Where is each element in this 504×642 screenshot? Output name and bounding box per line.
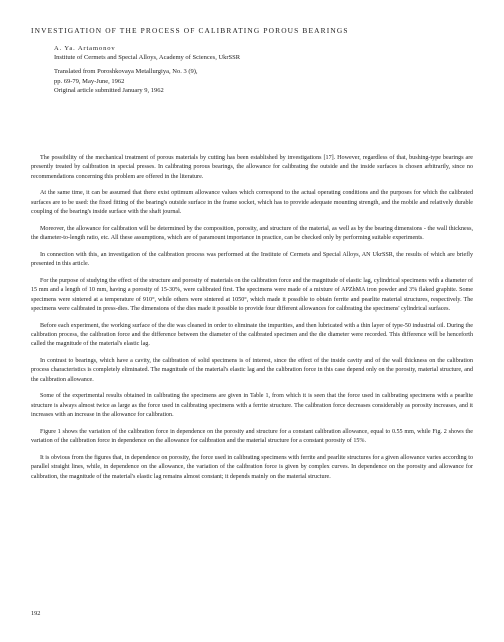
author-name: A. Ya. Artamonov bbox=[54, 45, 116, 52]
body-paragraph: For the purpose of studying the effect of the structure and porosity of materials on the calibration force and the magnitude of elastic lag, cylindrical specimens with a diameter of 15 mm and a length of 10 mm, having a porosity of 15-30%, were calibrated first. The specimens were made of a mixture of APZhMA iron powder and 3% flaked graphite. Some specimens were sintered at a temperature of 910°, while others were sintered at 1050°, which made it possible to obtain ferrite and pearlite material structures, respectively. The specimens were calibrated in press-dies. The dimensions of the dies made it possible to provide four different allowances for calibrating the specimens' cylindrical surfaces. bbox=[31, 277, 473, 313]
page-number: 192 bbox=[31, 610, 41, 617]
body-paragraph: At the same time, it can be assumed that there exist optimum allowance values which correspond to the actual operating conditions and the purposes for which the calibrated surfaces are to be used: the fixed fitting of the bearing's outside surface in the frame socket, which has to provide adequate mounting strength, and the mobile and relatively durable coupling of the bearing's inside surface with the shaft journal. bbox=[31, 190, 473, 216]
body-paragraph: The possibility of the mechanical treatment of porous materials by cutting has been established by investigations [17]. However, regardless of that, bushing-type bearings are presently treated by calibration in special presses. In calibrating porous bearings, the allowance for calibrating the outside and the inside surfaces is chosen arbitrarily, since no recommendations concerning this problem are offered in the literature. bbox=[31, 155, 473, 180]
body-paragraph: It is obvious from the figures that, in dependence on porosity, the force used in calibrating specimens with ferrite and pearlite structures for a given allowance varies according to parallel straight lines, while, in dependence on the allowance, the variation of the calibration force is given by complex curves. In dependence on the porosity and allowance for calibration, the magnitude of the material's elastic lag remains almost constant; it depends mainly on the material structure. bbox=[31, 454, 473, 480]
body-paragraph: Some of the experimental results obtained in calibrating the specimens are given in Table 1, from which it is seen that the force used in calibrating specimens with a pearlite structure is always almost twice as large as the force used in calibrating specimens with a ferrite structure. The calibration force decreases considerably as porosity increases, and it increases with an increase in the allowance for calibration. bbox=[31, 393, 473, 419]
article-title: INVESTIGATION OF THE PROCESS OF CALIBRATING POROUS BEARINGS bbox=[31, 26, 349, 35]
author-affiliation: Institute of Cermets and Special Alloys, Academy of Sciences, UkrSSR bbox=[54, 54, 241, 62]
body-paragraph: Before each experiment, the working surface of the die was cleaned in order to eliminate the impurities, and then lubricated with a thin layer of type-50 industrial oil. During the calibration process, the calibration force and the difference between the diameter of the calibrated specimen and the die diameter were recorded. This difference will be henceforth called the magnitude of the material's elastic lag. bbox=[31, 322, 473, 348]
body-paragraph: Moreover, the allowance for calibration will be determined by the composition, porosity, and structure of the material, as well as by the bearing dimensions - the wall thickness, the diameter-to-length ratio, etc. All these assumptions, which are of paramount importance in practice, can be checked only by performing suitable experiments. bbox=[31, 225, 473, 242]
body-paragraph: In connection with this, an investigation of the calibration process was performed at the Institute of Cermets and Special Alloys, AN UkrSSR, the results of which are briefly presented in this article. bbox=[31, 251, 473, 268]
body-paragraph: Figure 1 shows the variation of the calibration force in dependence on the porosity and structure for a constant calibration allowance, equal to 0.55 mm, while Fig. 2 shows the variation of the calibration force in dependence on the allowance for calibration and the material structure for a constant porosity of 15%. bbox=[31, 428, 473, 445]
article-body bbox=[31, 154, 473, 489]
byline-block bbox=[54, 44, 484, 95]
translation-source: Translated from Poroshkovaya Metallurgiya, No. 3 (9), bbox=[54, 68, 198, 76]
source-pages: pp. 69-79, May-June, 1962 bbox=[54, 77, 125, 85]
submission-date: Original article submitted January 9, 1962 bbox=[54, 86, 164, 94]
body-paragraph: In contrast to bearings, which have a cavity, the calibration of solid specimens is of interest, since the effect of the inside cavity and of the wall thickness on the calibration process characteristics is completely eliminated. The magnitude of the material's elastic lag and the calibration force in this case depend only on the porosity, material structure, and the calibration allowance. bbox=[31, 358, 473, 383]
